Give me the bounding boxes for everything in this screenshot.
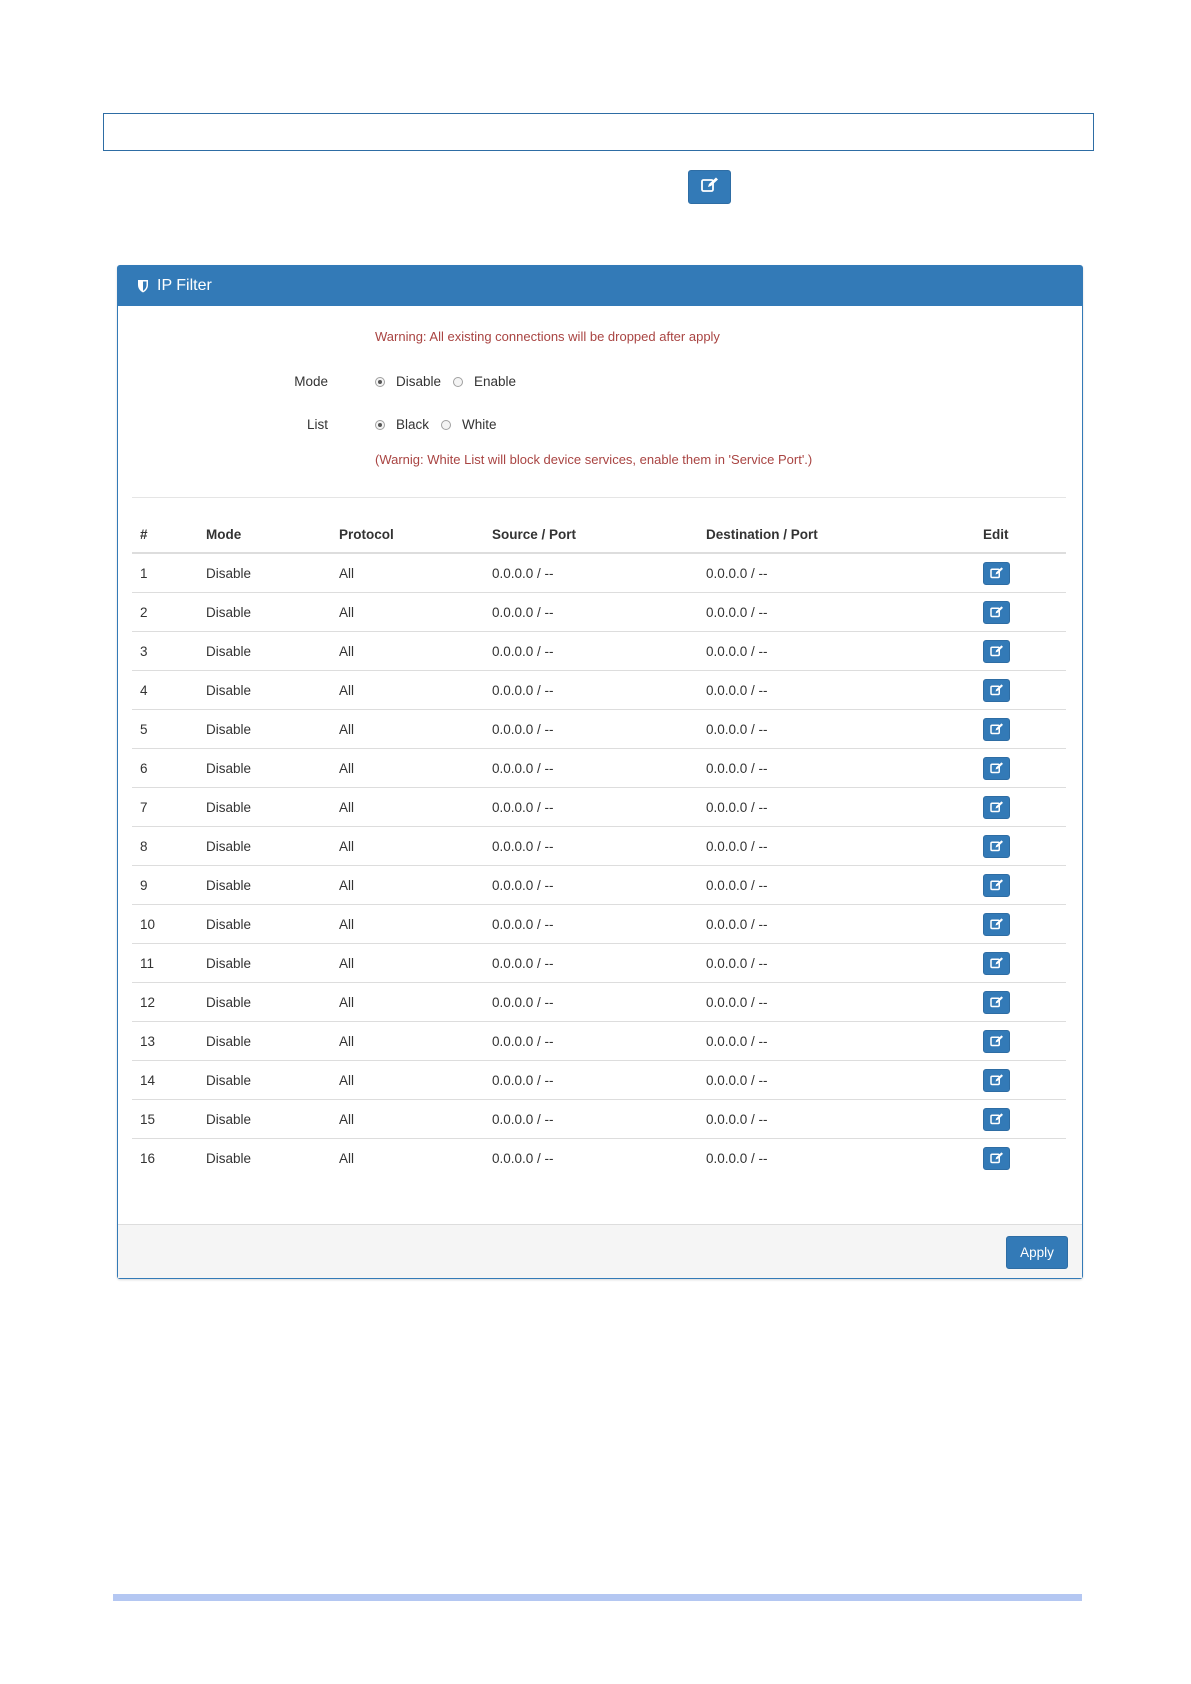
mode-enable-radio[interactable]	[453, 374, 516, 389]
row-source-port: 0.0.0.0 / --	[484, 905, 698, 944]
row-destination-port: 0.0.0.0 / --	[698, 866, 975, 905]
pencil-square-icon	[990, 996, 1004, 1008]
row-source-port: 0.0.0.0 / --	[484, 788, 698, 827]
row-mode: Disable	[206, 565, 252, 581]
mode-label: Mode	[294, 374, 328, 389]
row-edit-cell	[975, 1061, 1066, 1100]
mode-disable-radio[interactable]	[375, 374, 441, 389]
list-radio-group	[375, 417, 509, 432]
list-label: List	[306, 417, 328, 432]
row-edit-button[interactable]	[983, 913, 1010, 936]
pencil-square-icon	[990, 606, 1004, 618]
row-edit-button[interactable]	[983, 1147, 1010, 1170]
row-edit-cell	[975, 671, 1066, 710]
row-protocol: All	[331, 1061, 484, 1100]
row-destination-port: 0.0.0.0 / --	[698, 671, 975, 710]
row-protocol: All	[331, 1139, 484, 1178]
row-number: 8	[132, 827, 198, 866]
row-edit-cell	[975, 866, 1066, 905]
row-protocol: All	[331, 788, 484, 827]
table-header-row	[132, 516, 1066, 553]
row-number: 11	[132, 944, 198, 983]
row-edit-button[interactable]	[983, 679, 1010, 702]
row-edit-button[interactable]	[983, 796, 1010, 819]
row-edit-cell	[975, 710, 1066, 749]
row-number: 2	[132, 593, 198, 632]
row-mode: Disable	[198, 1139, 331, 1178]
row-protocol: All	[331, 827, 484, 866]
row-edit-cell	[975, 632, 1066, 671]
row-edit-button[interactable]	[983, 991, 1010, 1014]
row-source-port: 0.0.0.0 / --	[484, 1100, 698, 1139]
pencil-square-icon	[990, 684, 1004, 696]
row-destination-port: 0.0.0.0 / --	[706, 565, 768, 581]
row-protocol: All	[331, 1022, 484, 1061]
mode-disable-label: Disable	[396, 374, 442, 389]
row-edit-button[interactable]	[983, 1108, 1010, 1131]
row-destination-port: 0.0.0.0 / --	[698, 1139, 975, 1178]
row-number: 9	[132, 866, 198, 905]
row-mode: Disable	[198, 905, 331, 944]
table-row	[132, 632, 1066, 671]
row-mode: Disable	[198, 788, 331, 827]
row-mode: Disable	[198, 1022, 331, 1061]
row-edit-button[interactable]	[983, 1069, 1010, 1092]
row-source-port: 0.0.0.0 / --	[484, 671, 698, 710]
pencil-square-icon	[990, 723, 1004, 735]
row-destination-port: 0.0.0.0 / --	[698, 1100, 975, 1139]
row-mode: Disable	[198, 983, 331, 1022]
row-protocol: All	[331, 944, 484, 983]
row-source-port: 0.0.0.0 / --	[484, 1061, 698, 1100]
apply-button[interactable]: Apply	[1006, 1236, 1068, 1269]
table-row	[132, 944, 1066, 983]
row-destination-port: 0.0.0.0 / --	[698, 710, 975, 749]
row-mode: Disable	[198, 632, 331, 671]
pencil-square-icon	[990, 879, 1004, 891]
list-white-radio[interactable]	[441, 417, 497, 432]
row-edit-button[interactable]	[983, 952, 1010, 975]
panel-title: IP Filter	[157, 277, 212, 294]
row-edit-cell	[975, 983, 1066, 1022]
row-mode: Disable	[198, 593, 331, 632]
row-destination-port: 0.0.0.0 / --	[698, 1022, 975, 1061]
list-black-label: Black	[396, 417, 430, 432]
pencil-square-icon	[990, 762, 1004, 774]
row-source-port: 0.0.0.0 / --	[484, 866, 698, 905]
pencil-square-icon	[990, 1074, 1004, 1086]
table-row	[132, 1022, 1066, 1061]
edit-button-example[interactable]	[688, 170, 731, 204]
table-row	[132, 593, 1066, 632]
row-protocol: All	[331, 749, 484, 788]
row-edit-button[interactable]	[983, 1030, 1010, 1053]
table-row	[132, 1139, 1066, 1178]
row-protocol: All	[331, 593, 484, 632]
table-row	[132, 866, 1066, 905]
row-edit-button[interactable]	[983, 562, 1010, 585]
row-protocol: All	[331, 632, 484, 671]
row-protocol: All	[331, 983, 484, 1022]
row-mode: Disable	[198, 710, 331, 749]
row-protocol: All	[331, 866, 484, 905]
row-source-port: 0.0.0.0 / --	[484, 944, 698, 983]
row-edit-button[interactable]	[983, 718, 1010, 741]
row-mode: Disable	[198, 749, 331, 788]
row-number: 1	[140, 565, 148, 581]
row-destination-port: 0.0.0.0 / --	[698, 983, 975, 1022]
pencil-square-icon	[990, 918, 1004, 930]
row-mode: Disable	[198, 944, 331, 983]
row-destination-port: 0.0.0.0 / --	[698, 788, 975, 827]
row-edit-button[interactable]	[983, 757, 1010, 780]
table-row	[132, 905, 1066, 944]
row-edit-cell	[975, 944, 1066, 983]
pencil-square-icon	[990, 801, 1004, 813]
row-source-port: 0.0.0.0 / --	[484, 632, 698, 671]
table-row	[132, 983, 1066, 1022]
bottom-bar	[113, 1594, 1082, 1601]
row-edit-cell	[975, 593, 1066, 632]
table-row	[132, 827, 1066, 866]
table-row	[132, 1100, 1066, 1139]
row-number: 12	[132, 983, 198, 1022]
row-number: 5	[132, 710, 198, 749]
column-header-source-port: Source / Port	[484, 516, 698, 553]
mode-radio-group	[375, 374, 528, 389]
row-source-port: 0.0.0.0 / --	[484, 827, 698, 866]
row-destination-port: 0.0.0.0 / --	[698, 1061, 975, 1100]
row-number: 7	[132, 788, 198, 827]
white-list-warning-text: (Warnig: White List will block device services, enable them in 'Service Port'.)	[375, 452, 813, 467]
row-source-port: 0.0.0.0 / --	[484, 1139, 698, 1178]
pencil-square-icon	[990, 1113, 1004, 1125]
row-mode: Disable	[198, 866, 331, 905]
row-number: 4	[132, 671, 198, 710]
column-header-edit: Edit	[975, 516, 1066, 553]
panel-heading	[118, 266, 1082, 306]
row-source-port: 0.0.0.0 / --	[484, 710, 698, 749]
column-header-protocol: Protocol	[331, 516, 484, 553]
pencil-square-icon	[990, 840, 1004, 852]
row-number: 14	[132, 1061, 198, 1100]
row-edit-button[interactable]	[983, 835, 1010, 858]
table-row	[132, 553, 1066, 593]
row-edit-cell	[975, 1139, 1066, 1178]
pencil-square-icon	[990, 645, 1004, 657]
list-black-radio[interactable]	[375, 417, 429, 432]
row-protocol: All	[331, 905, 484, 944]
radio-unchecked-icon[interactable]	[453, 377, 463, 387]
divider	[132, 497, 1066, 498]
row-destination-port: 0.0.0.0 / --	[698, 944, 975, 983]
table-row	[132, 1061, 1066, 1100]
row-edit-button[interactable]	[983, 640, 1010, 663]
row-edit-cell	[975, 553, 1066, 593]
row-edit-button[interactable]	[983, 874, 1010, 897]
row-mode: Disable	[198, 1100, 331, 1139]
row-destination-port: 0.0.0.0 / --	[698, 749, 975, 788]
row-destination-port: 0.0.0.0 / --	[698, 593, 975, 632]
ip-filter-table	[132, 516, 1066, 1177]
row-edit-cell	[975, 827, 1066, 866]
row-destination-port: 0.0.0.0 / --	[698, 827, 975, 866]
row-source-port: 0.0.0.0 / --	[484, 749, 698, 788]
column-header-mode: Mode	[198, 516, 331, 553]
radio-checked-icon[interactable]	[375, 377, 385, 387]
radio-unchecked-icon[interactable]	[441, 420, 451, 430]
column-header-destination-port: Destination / Port	[698, 516, 975, 553]
column-header-number: #	[132, 516, 198, 553]
row-protocol: All	[339, 565, 355, 581]
row-destination-port: 0.0.0.0 / --	[698, 632, 975, 671]
apply-warning-text: Warning: All existing connections will be dropped after apply	[375, 329, 720, 344]
row-edit-cell	[975, 749, 1066, 788]
row-source-port: 0.0.0.0 / --	[484, 1022, 698, 1061]
row-number: 6	[132, 749, 198, 788]
panel-footer	[118, 1224, 1082, 1278]
row-destination-port: 0.0.0.0 / --	[698, 905, 975, 944]
row-edit-button[interactable]	[983, 601, 1010, 624]
pencil-square-icon	[990, 1035, 1004, 1047]
row-number: 13	[132, 1022, 198, 1061]
row-number: 3	[132, 632, 198, 671]
table-row	[132, 671, 1066, 710]
row-source-port: 0.0.0.0 / --	[492, 565, 554, 581]
pencil-square-icon	[990, 1152, 1004, 1164]
mode-enable-label: Enable	[474, 374, 517, 389]
row-source-port: 0.0.0.0 / --	[484, 983, 698, 1022]
pencil-square-icon	[990, 567, 1004, 579]
row-protocol: All	[331, 1100, 484, 1139]
row-protocol: All	[331, 671, 484, 710]
row-number: 15	[132, 1100, 198, 1139]
row-mode: Disable	[198, 671, 331, 710]
row-protocol: All	[331, 710, 484, 749]
row-number: 16	[132, 1139, 198, 1178]
row-mode: Disable	[198, 827, 331, 866]
table-row	[132, 788, 1066, 827]
pencil-square-icon	[701, 177, 719, 198]
row-edit-cell	[975, 1100, 1066, 1139]
row-mode: Disable	[198, 1061, 331, 1100]
list-white-label: White	[462, 417, 497, 432]
pencil-square-icon	[990, 957, 1004, 969]
top-empty-box	[103, 113, 1094, 151]
shield-icon	[137, 279, 149, 293]
table-row	[132, 749, 1066, 788]
row-edit-cell	[975, 1022, 1066, 1061]
row-edit-cell	[975, 905, 1066, 944]
radio-checked-icon[interactable]	[375, 420, 385, 430]
table-row	[132, 710, 1066, 749]
row-source-port: 0.0.0.0 / --	[484, 593, 698, 632]
row-number: 10	[132, 905, 198, 944]
row-edit-cell	[975, 788, 1066, 827]
ip-filter-panel	[117, 265, 1083, 1279]
